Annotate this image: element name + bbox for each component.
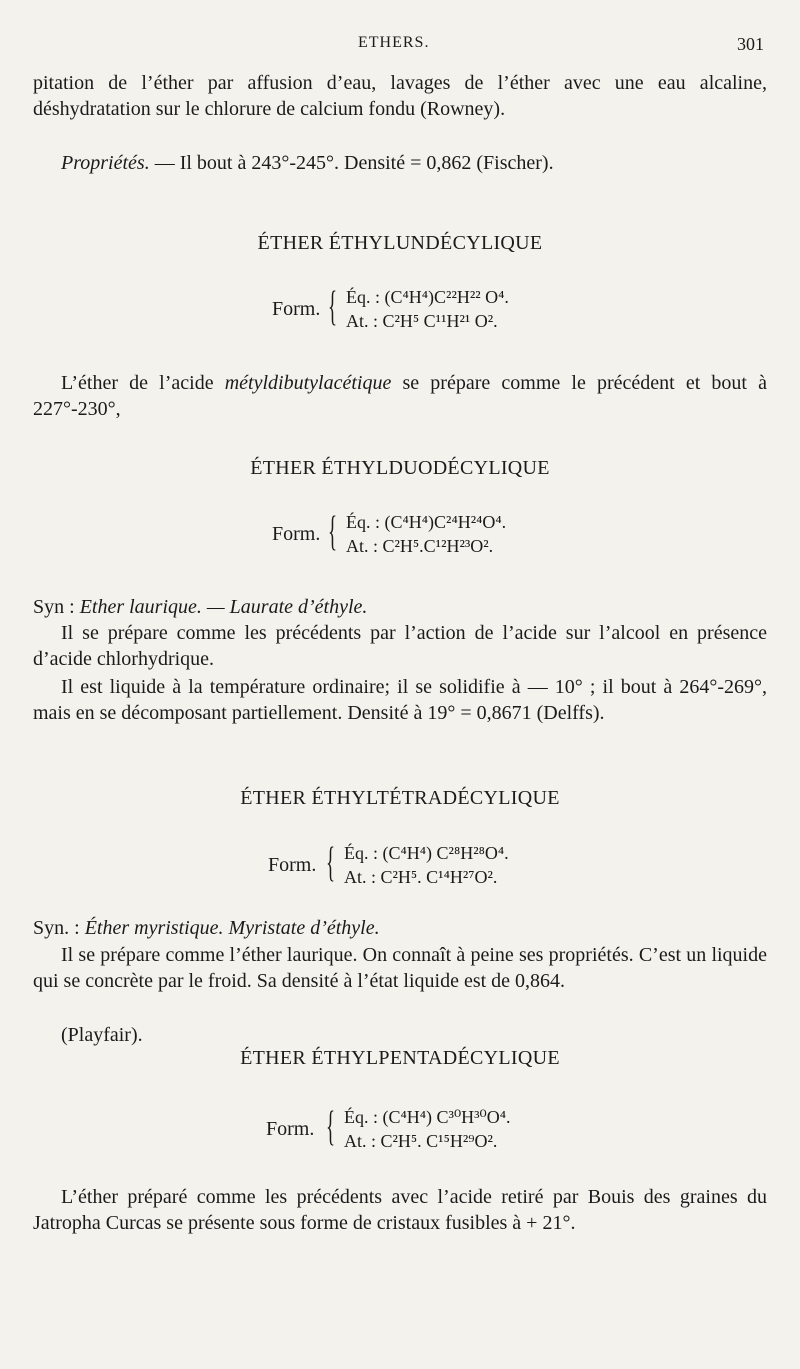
heading-ethylundecylique: ÉTHER ÉTHYLUNDÉCYLIQUE xyxy=(257,232,543,254)
formula-ethylduodecylique xyxy=(272,509,572,559)
properties-label: Propriétés. xyxy=(61,152,150,174)
synonym-label: Syn. : xyxy=(33,917,85,939)
paragraph-preparation-laurique: Il se prépare comme les précédents par l’action de l’acide sur l’alcool en présence d’acide chlorhydrique. xyxy=(33,622,767,670)
brace-icon: { xyxy=(328,284,338,330)
page-number: 301 xyxy=(737,34,764,54)
heading-ethylpentadecylique: ÉTHER ÉTHYLPENTADÉCYLIQUE xyxy=(240,1047,560,1069)
formula-ethyltetradecylique xyxy=(268,840,588,890)
text-run: se prépare comme le précédent et bout à 227°-230°, xyxy=(33,372,767,420)
formula-at: At. : C²H⁵ C¹¹H²¹ O². xyxy=(346,311,498,331)
formula-at: At. : C²H⁵. C¹⁵H²⁹O². xyxy=(344,1131,498,1151)
running-head xyxy=(0,34,800,58)
properties-line xyxy=(33,150,767,176)
synonym-laurique xyxy=(33,594,767,620)
text-run: L’éther de l’acide xyxy=(61,372,225,394)
formula-ethylpentadecylique xyxy=(266,1104,586,1154)
formula-at: At. : C²H⁵.C¹²H²³O². xyxy=(346,536,494,556)
formula-eq: Éq. : (C⁴H⁴)C²⁴H²⁴O⁴. xyxy=(346,512,507,532)
formula-label: Form. xyxy=(268,854,317,876)
formula-eq: Éq. : (C⁴H⁴) C²⁸H²⁸O⁴. xyxy=(344,843,509,863)
synonym-myristique xyxy=(33,915,767,941)
formula-label: Form. xyxy=(272,523,321,545)
heading-ethyltetradecylique: ÉTHER ÉTHYLTÉTRADÉCYLIQUE xyxy=(240,787,560,809)
properties-text: — Il bout à 243°-245°. Densité = 0,862 (Fischer). xyxy=(149,152,554,174)
formula-at: At. : C²H⁵. C¹⁴H²⁷O². xyxy=(344,867,498,887)
heading-ethylduodecylique: ÉTHER ÉTHYLDUODÉCYLIQUE xyxy=(250,457,550,479)
paragraph-myristique: Il se prépare comme l’éther laurique. On connaît à peine ses propriétés. C’est un liquide qui se concrète par le froid. Sa densité à l’état liquide est de 0,864. xyxy=(33,944,767,992)
running-title: ETHERS. xyxy=(358,34,430,51)
brace-icon: { xyxy=(328,509,338,555)
brace-icon: { xyxy=(326,1104,336,1150)
synonym-names: Éther myristique. Myristate d’éthyle. xyxy=(84,917,380,939)
intro-paragraph: pitation de l’éther par affusion d’eau, lavages de l’éther avec une eau alcaline, déshydratation sur le chlorure de calcium fondu (Rowney). xyxy=(33,72,767,120)
paragraph-metyldibutylacetique xyxy=(33,370,767,422)
formula-eq: Éq. : (C⁴H⁴)C²²H²² O⁴. xyxy=(346,287,509,307)
formula-label: Form. xyxy=(266,1118,315,1140)
paragraph-properties-laurique: Il est liquide à la température ordinaire; il se solidifie à — 10° ; il bout à 264°-269°, mais en se décomposant partiellement. Densité à 19° = 0,8671 (Delffs). xyxy=(33,676,767,724)
brace-icon: { xyxy=(326,840,336,886)
paragraph-jatropha: L’éther préparé comme les précédents avec l’acide retiré par Bouis des graines du Jatropha Curcas se présente sous forme de cristaux fusibles à + 21°. xyxy=(33,1186,767,1234)
synonym-label: Syn : xyxy=(33,596,80,618)
formula-ethylundecylique xyxy=(272,284,572,334)
formula-label: Form. xyxy=(272,298,321,320)
acid-name: métyldibutylacétique xyxy=(224,372,392,394)
paragraph-playfair: (Playfair). xyxy=(61,1024,143,1046)
synonym-names: Ether laurique. — Laurate d’éthyle. xyxy=(79,596,368,618)
formula-eq: Éq. : (C⁴H⁴) C³⁰H³⁰O⁴. xyxy=(344,1107,511,1127)
